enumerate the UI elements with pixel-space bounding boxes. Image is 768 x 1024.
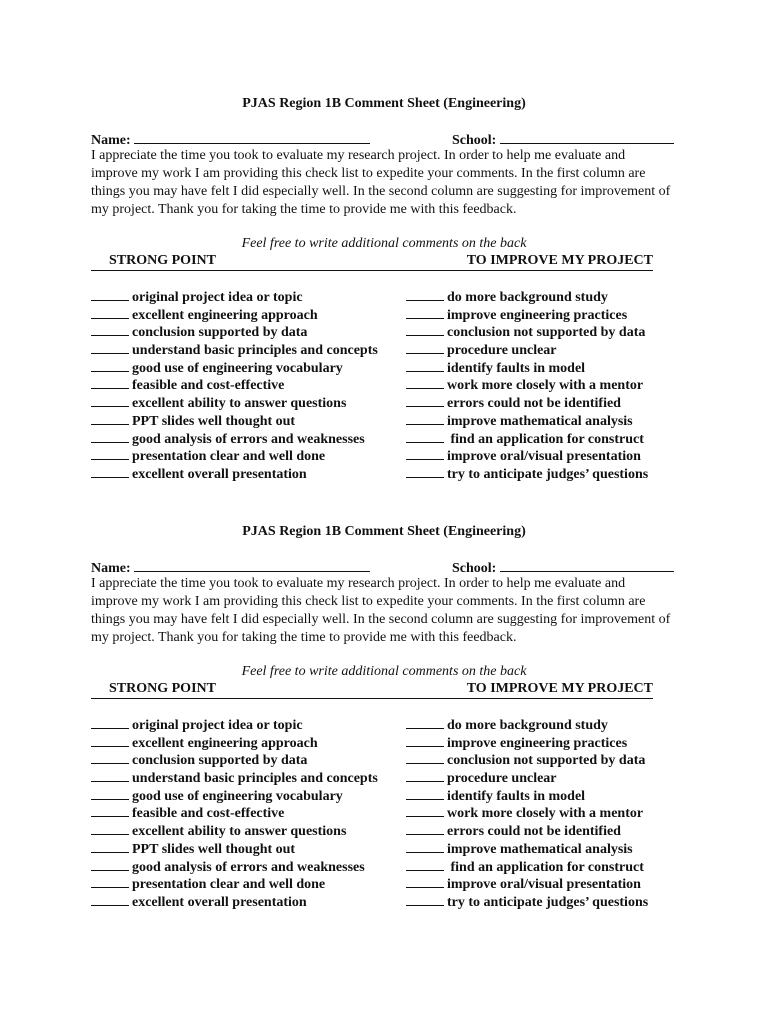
school-blank[interactable] (500, 557, 674, 572)
checklist-item-label: feasible and cost-effective (132, 378, 285, 394)
checklist-item[interactable] (406, 804, 648, 822)
check-blank[interactable] (91, 394, 129, 407)
check-blank[interactable] (406, 288, 444, 301)
checklist-item[interactable] (91, 376, 378, 394)
check-blank[interactable] (406, 412, 444, 425)
checklist-item-label: excellent overall presentation (132, 894, 307, 910)
checklist-item-label: original project idea or topic (132, 290, 303, 305)
check-blank[interactable] (91, 893, 129, 906)
checklist-item[interactable] (406, 875, 648, 893)
strong-point-header: STRONG POINT (109, 681, 216, 696)
checklist-item-label: conclusion supported by data (132, 325, 308, 341)
checklist-item[interactable] (91, 734, 378, 752)
checklist-item-label: find an application for construct (447, 431, 644, 447)
check-blank[interactable] (91, 822, 129, 835)
checklist-item-label: presentation clear and well done (132, 449, 326, 465)
check-blank[interactable] (406, 804, 444, 817)
checklist-item[interactable] (91, 804, 378, 822)
check-blank[interactable] (91, 359, 129, 372)
to-improve-header: TO IMPROVE MY PROJECT (466, 681, 653, 696)
sheet-title: PJAS Region 1B Comment Sheet (Engineering) (242, 524, 526, 539)
checklist-item-label: work more closely with a mentor (447, 378, 644, 394)
checklist-item[interactable] (406, 822, 648, 840)
checklist-item[interactable] (406, 447, 648, 465)
column-headers (91, 680, 653, 699)
check-blank[interactable] (91, 716, 129, 729)
checklist-item-label: do more background study (447, 718, 608, 733)
check-blank[interactable] (91, 769, 129, 782)
checklist-item-label: conclusion not supported by data (447, 753, 646, 769)
to-improve-header: TO IMPROVE MY PROJECT (466, 253, 653, 268)
check-blank[interactable] (406, 447, 444, 460)
check-blank[interactable] (406, 769, 444, 782)
strong-point-list (91, 288, 378, 483)
check-blank[interactable] (406, 875, 444, 888)
checklist-item-label: conclusion supported by data (132, 753, 308, 769)
checklist-item[interactable] (406, 465, 648, 483)
checklist-item[interactable] (91, 840, 378, 858)
checklist-item[interactable] (91, 306, 378, 324)
check-blank[interactable] (406, 840, 444, 853)
checklist-item[interactable] (91, 769, 378, 787)
checklist-item[interactable] (91, 359, 378, 377)
strong-point-header: STRONG POINT (109, 253, 216, 268)
checklist-item-label: conclusion not supported by data (447, 325, 646, 341)
checklist-item-label: procedure unclear (447, 343, 557, 359)
checklist-item-label: understand basic principles and concepts (132, 771, 378, 787)
check-blank[interactable] (91, 465, 129, 478)
check-blank[interactable] (406, 306, 444, 319)
school-blank[interactable] (500, 129, 674, 144)
checklist-item-label: do more background study (447, 290, 608, 305)
checklist-item-label: feasible and cost-effective (132, 806, 285, 822)
checklist-item-label: good use of engineering vocabulary (132, 788, 343, 804)
checklist-item[interactable] (91, 394, 378, 412)
name-label: Name: (91, 561, 131, 576)
check-blank[interactable] (406, 716, 444, 729)
checklist-item-label: understand basic principles and concepts (132, 343, 378, 359)
checklist-item[interactable] (406, 840, 648, 858)
checklist-item-label: PPT slides well thought out (132, 841, 296, 857)
check-blank[interactable] (91, 376, 129, 389)
checklist-item[interactable] (91, 893, 378, 911)
checklist-item[interactable] (406, 376, 648, 394)
check-blank[interactable] (91, 341, 129, 354)
check-blank[interactable] (406, 734, 444, 747)
check-blank[interactable] (91, 840, 129, 853)
checklist-item[interactable] (406, 323, 648, 341)
checklist-item-label: identify faults in model (447, 788, 586, 804)
check-blank[interactable] (406, 465, 444, 478)
checklist-item-label: excellent ability to answer questions (132, 824, 347, 840)
checklist-item-label: presentation clear and well done (132, 877, 326, 893)
check-blank[interactable] (406, 341, 444, 354)
checklist-item-label: good analysis of errors and weaknesses (132, 859, 365, 875)
checklist-item-label: improve engineering practices (447, 307, 628, 323)
checklist-item[interactable] (406, 288, 648, 306)
check-blank[interactable] (91, 323, 129, 336)
checklist-item[interactable] (406, 893, 648, 911)
checklist-item[interactable] (91, 341, 378, 359)
name-label: Name: (91, 133, 131, 148)
check-blank[interactable] (91, 412, 129, 425)
check-blank[interactable] (91, 787, 129, 800)
checklist-item-label: procedure unclear (447, 771, 557, 787)
checklist-item-label: improve engineering practices (447, 735, 628, 751)
checklist-item[interactable] (91, 716, 378, 734)
check-blank[interactable] (91, 751, 129, 764)
checklist-item-label: work more closely with a mentor (447, 806, 644, 822)
checklist-item[interactable] (91, 751, 378, 769)
checklist-item[interactable] (91, 323, 378, 341)
checklist-item[interactable] (406, 858, 648, 876)
checklist-item-label: identify faults in model (447, 360, 586, 376)
check-blank[interactable] (91, 447, 129, 460)
checklist-item-label: try to anticipate judges’ questions (447, 466, 649, 482)
checklist-item-label: try to anticipate judges’ questions (447, 894, 649, 910)
checklist-item[interactable] (91, 875, 378, 893)
name-blank[interactable] (134, 129, 370, 144)
check-blank[interactable] (91, 306, 129, 319)
checklist-item[interactable] (91, 412, 378, 430)
check-blank[interactable] (406, 359, 444, 372)
check-blank[interactable] (406, 751, 444, 764)
back-comments-note: Feel free to write additional comments on the back (241, 236, 527, 251)
check-blank[interactable] (406, 858, 444, 871)
check-blank[interactable] (91, 430, 129, 443)
back-comments-note: Feel free to write additional comments on the back (241, 664, 527, 679)
checklist-item-label: improve oral/visual presentation (447, 877, 641, 893)
check-blank[interactable] (406, 822, 444, 835)
checklist-item-label: errors could not be identified (447, 396, 621, 412)
checklist-item[interactable] (406, 716, 648, 734)
check-blank[interactable] (406, 394, 444, 407)
checklist-item[interactable] (406, 412, 648, 430)
checklist-item[interactable] (406, 769, 648, 787)
checklist-item[interactable] (91, 288, 378, 306)
school-label: School: (452, 133, 497, 148)
check-blank[interactable] (406, 893, 444, 906)
checklist-item[interactable] (91, 822, 378, 840)
name-blank[interactable] (134, 557, 370, 572)
checklist-item-label: improve mathematical analysis (447, 413, 633, 429)
checklist-item[interactable] (406, 306, 648, 324)
check-blank[interactable] (406, 430, 444, 443)
check-blank[interactable] (406, 376, 444, 389)
checklist-item-label: improve mathematical analysis (447, 841, 633, 857)
checklist-item[interactable] (91, 858, 378, 876)
strong-point-list (91, 716, 378, 911)
checklist-item[interactable] (91, 447, 378, 465)
column-headers (91, 252, 653, 271)
to-improve-list (406, 288, 648, 483)
check-blank[interactable] (91, 734, 129, 747)
checklist-item-label: good use of engineering vocabulary (132, 360, 343, 376)
checklist-item[interactable] (406, 359, 648, 377)
check-blank[interactable] (91, 875, 129, 888)
school-label: School: (452, 561, 497, 576)
to-improve-list (406, 716, 648, 911)
checklist-item-label: PPT slides well thought out (132, 413, 296, 429)
checklist-item[interactable] (406, 394, 648, 412)
intro-paragraph: I appreciate the time you took to evaluate my research project. In order to help me evaluate and improve my work I am providing this check list to expedite your comments. In the first column are things you may have felt I did especially well. In the second column are suggesting for improvement of my project. Thank you for taking the time to provide me with this feedback. (91, 148, 671, 217)
check-blank[interactable] (406, 787, 444, 800)
checklist-item-label: find an application for construct (447, 859, 644, 875)
checklist-item-label: excellent overall presentation (132, 466, 307, 482)
check-blank[interactable] (91, 288, 129, 301)
checklist-item[interactable] (406, 734, 648, 752)
checklist-item[interactable] (406, 751, 648, 769)
check-blank[interactable] (91, 804, 129, 817)
checklist-item-label: good analysis of errors and weaknesses (132, 431, 365, 447)
checklist-item-label: improve oral/visual presentation (447, 449, 641, 465)
comment-sheet-2 (0, 523, 768, 943)
checklist-item-label: excellent ability to answer questions (132, 396, 347, 412)
checklist-item-label: excellent engineering approach (132, 735, 318, 751)
check-blank[interactable] (91, 858, 129, 871)
checklist-item[interactable] (91, 465, 378, 483)
checklist-item[interactable] (406, 341, 648, 359)
comment-sheet-1 (0, 95, 768, 515)
intro-paragraph: I appreciate the time you took to evaluate my research project. In order to help me evaluate and improve my work I am providing this check list to expedite your comments. In the first column are things you may have felt I did especially well. In the second column are suggesting for improvement of my project. Thank you for taking the time to provide me with this feedback. (91, 576, 671, 645)
checklist-item[interactable] (91, 787, 378, 805)
checklist-item-label: original project idea or topic (132, 718, 303, 733)
checklist-item[interactable] (406, 430, 648, 448)
checklist-item-label: errors could not be identified (447, 824, 621, 840)
check-blank[interactable] (406, 323, 444, 336)
checklist-item-label: excellent engineering approach (132, 307, 318, 323)
sheet-title: PJAS Region 1B Comment Sheet (Engineering) (242, 96, 526, 111)
checklist-item[interactable] (91, 430, 378, 448)
checklist-item[interactable] (406, 787, 648, 805)
